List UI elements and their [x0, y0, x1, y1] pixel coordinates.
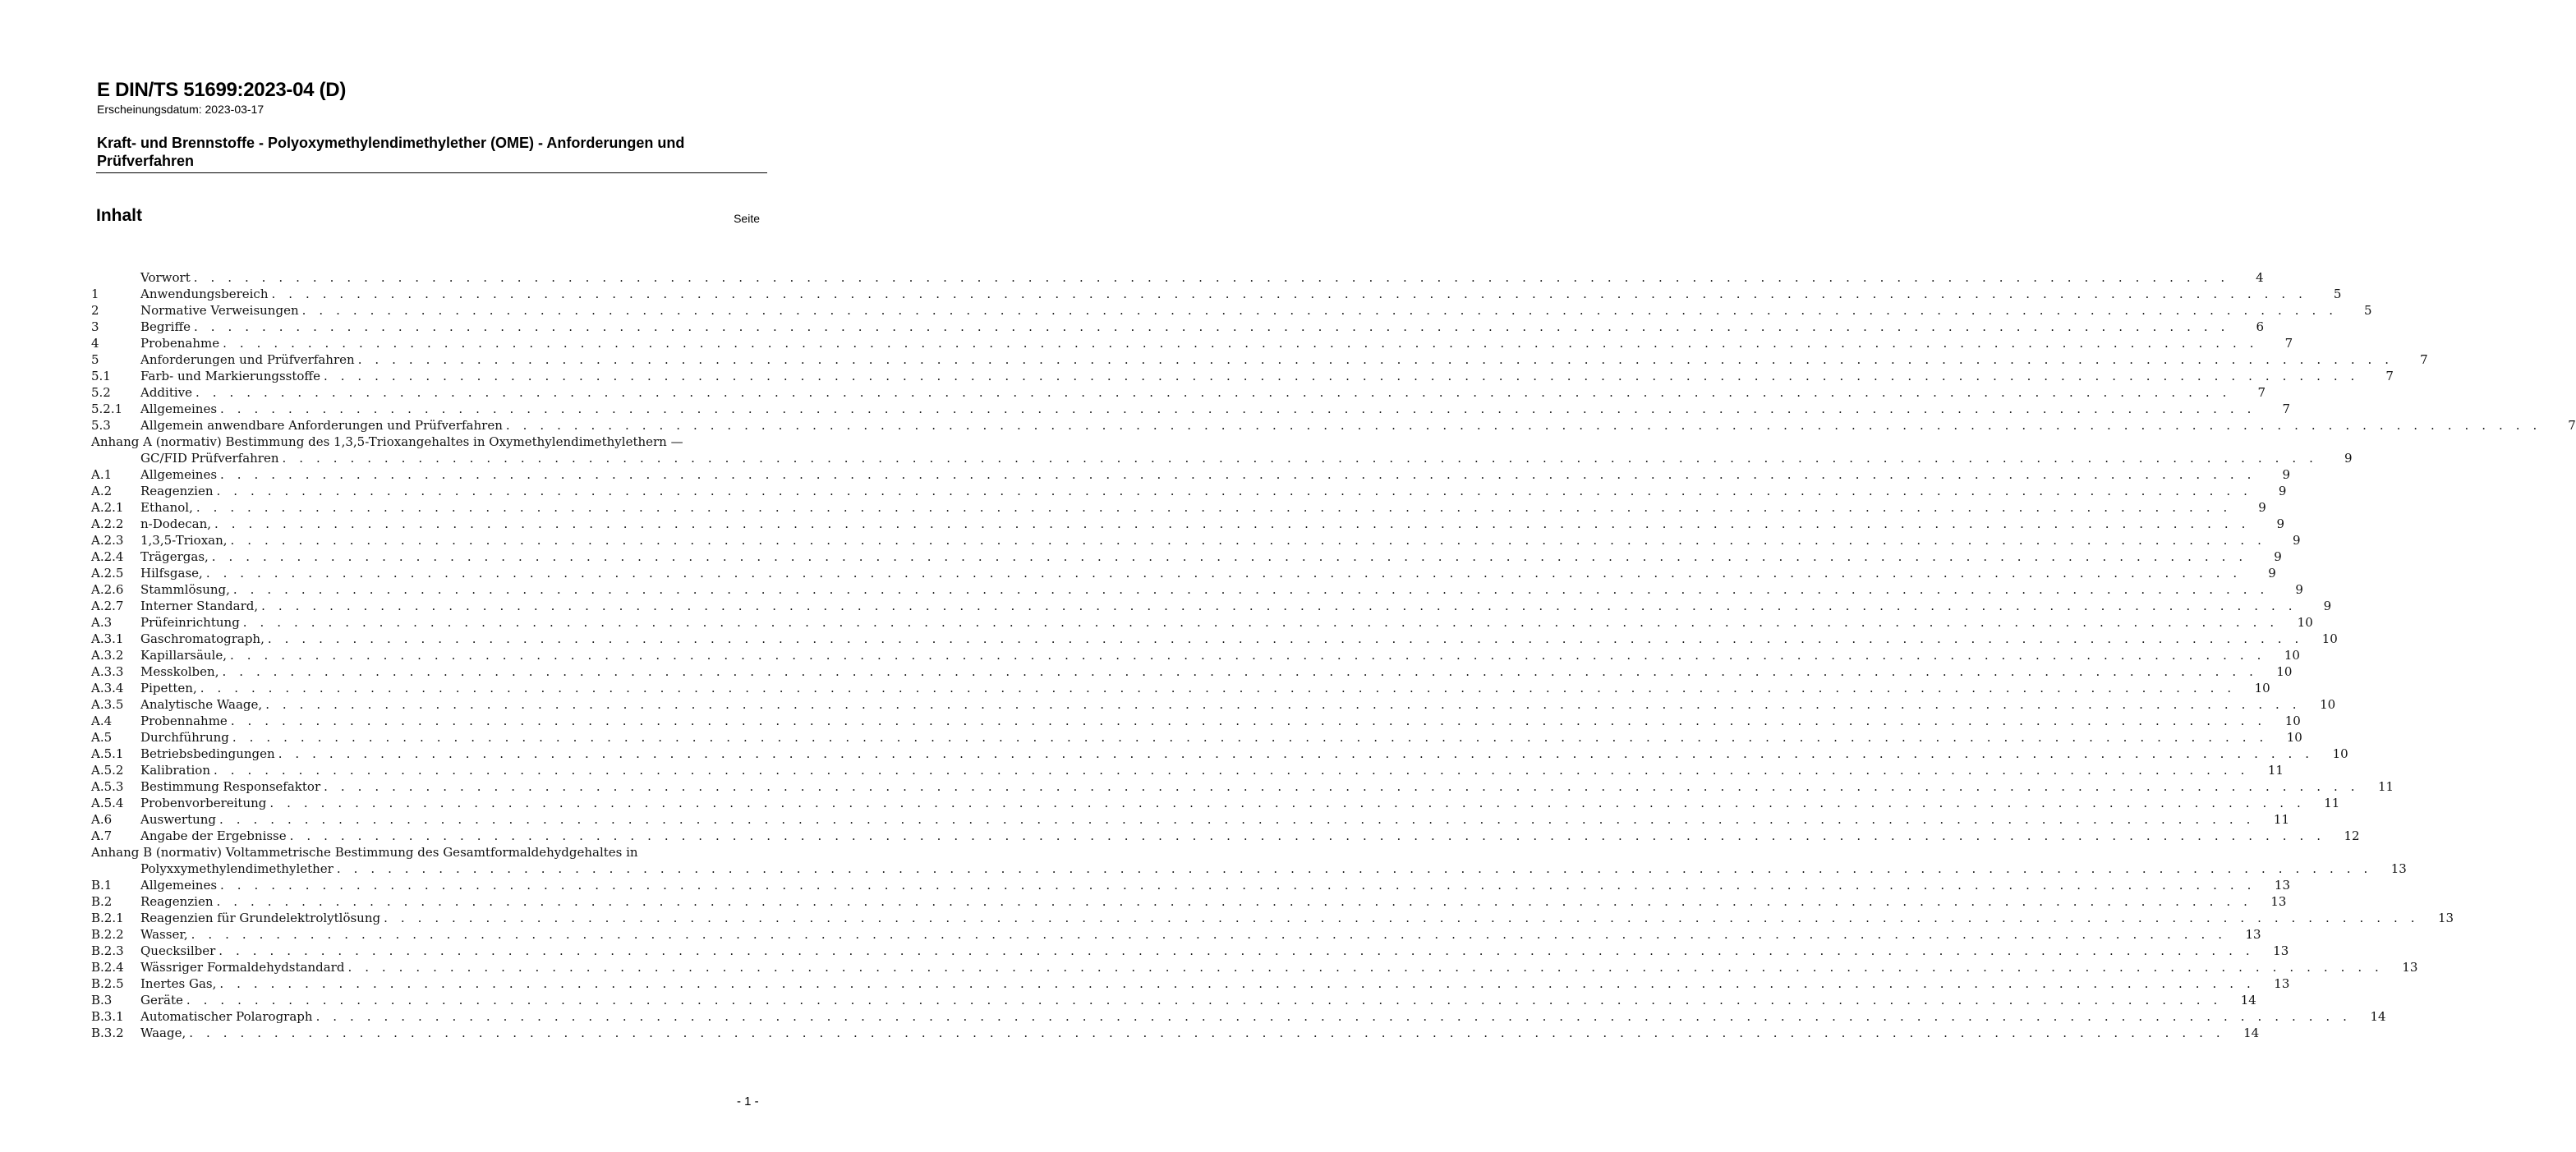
toc-entry-title: Allgemeines	[140, 467, 218, 482]
toc-dot-leader: . . . . . . . . . . . . . . . . . . . . . . . . . . . . . . . . . . . . . . . . . . . . . . . . . . . . . . . . . . . . . . . . . . . . . . . . . . . . . . . . . . . . . . . . . . . . . . . . . . . . . . . . . . . . . . . . . . . . . . . .	[219, 976, 2256, 991]
toc-entry-title: Pipetten,	[140, 681, 197, 695]
toc-entry-title: Bestimmung Responsefaktor	[140, 779, 321, 794]
toc-dot-leader: . . . . . . . . . . . . . . . . . . . . . . . . . . . . . . . . . . . . . . . . . . . . . . . . . . . . . . . . . . . . . . . . . . . . . . . . . . . . . . . . . . . . . . . . . . . . . . . . . . . . . . . . . . . . . . . . . . . . . . . .	[196, 385, 2231, 400]
toc-entry-title: Anwendungsbereich	[140, 287, 269, 301]
toc-entry-number: A.2	[91, 484, 113, 498]
toc-entry-number: A.3.1	[91, 631, 124, 646]
toc-dot-leader: . . . . . . . . . . . . . . . . . . . . . . . . . . . . . . . . . . . . . . . . . . . . . . . . . . . . . . . . . . . . . . . . . . . . . . . . . . . . . . . . . . . . . . . . . . . . . . . . . . . . . . . . . . . . . . . . . . . . . . . .	[220, 878, 2256, 893]
toc-entry-number: A.2.6	[91, 582, 124, 597]
toc-entry-number: A.3.4	[91, 681, 124, 695]
toc-entry[interactable]	[91, 269, 2264, 286]
toc-dot-leader: . . . . . . . . . . . . . . . . . . . . . . . . . . . . . . . . . . . . . . . . . . . . . . . . . . . . . . . . . . . . . . . . . . . . . . . . . . . . . . . . . . . . . . . . . . . . . . . . . . . . . . . . . . . . . . . . . . . . . . . .	[223, 336, 2259, 351]
toc-entry-page: 13	[2437, 911, 2454, 925]
toc-dot-leader: . . . . . . . . . . . . . . . . . . . . . . . . . . . . . . . . . . . . . . . . . . . . . . . . . . . . . . . . . . . . . . . . . . . . . . . . . . . . . . . . . . . . . . . . . . . . . . . . . . . . . . . . . . . . . . . . . . . . . . . .	[213, 763, 2249, 778]
toc-dot-leader: . . . . . . . . . . . . . . . . . . . . . . . . . . . . . . . . . . . . . . . . . . . . . . . . . . . . . . . . . . . . . . . . . . . . . . . . . . . . . . . . . . . . . . . . . . . . . . . . . . . . . . . . . . . . . . . . . . . . . . . .	[216, 894, 2252, 909]
toc-entry-page: 14	[2243, 1026, 2260, 1040]
toc-entry-title: Stammlösung,	[140, 582, 230, 597]
toc-entry-number: 2	[91, 303, 99, 318]
toc-dot-leader: . . . . . . . . . . . . . . . . . . . . . . . . . . . . . . . . . . . . . . . . . . . . . . . . . . . . . . . . . . . . . . . . . . . . . . . . . . . . . . . . . . . . . . . . . . . . . . . . . . . . . . . . . . . . . . . . . . . . . . . .	[505, 418, 2542, 433]
toc-entry-page: 10	[2254, 681, 2270, 695]
toc-entry-number: 3	[91, 319, 99, 334]
toc-entry-title: Automatischer Polarograph	[140, 1009, 313, 1024]
toc-dot-leader: . . . . . . . . . . . . . . . . . . . . . . . . . . . . . . . . . . . . . . . . . . . . . . . . . . . . . . . . . . . . . . . . . . . . . . . . . . . . . . . . . . . . . . . . . . . . . . . . . . . . . . . . . . . . . . . . . . . . . . . .	[282, 451, 2318, 466]
toc-entry-number: 5.3	[91, 418, 111, 433]
toc-entry-number: B.2.5	[91, 976, 124, 991]
toc-entry-page: 9	[2276, 516, 2285, 531]
toc-entry-page: 9	[2282, 467, 2291, 482]
toc-entry-page: 11	[2378, 779, 2394, 794]
toc-entry-title: Anforderungen und Prüfverfahren	[140, 352, 355, 367]
toc-entry-number: A.4	[91, 714, 113, 728]
toc-entry[interactable]	[91, 286, 2342, 302]
toc-entry-page: 13	[2402, 960, 2418, 975]
toc-entry-title: Probennahme	[140, 714, 228, 728]
toc-dot-leader: . . . . . . . . . . . . . . . . . . . . . . . . . . . . . . . . . . . . . . . . . . . . . . . . . . . . . . . . . . . . . . . . . . . . . . . . . . . . . . . . . . . . . . . . . . . . . . . . . . . . . . . . . . . . . . . . . . . . . . . .	[384, 911, 2420, 925]
toc-entry-number: B.2.4	[91, 960, 124, 975]
toc-entry-title: Inertes Gas,	[140, 976, 217, 991]
toc-entry[interactable]	[91, 680, 2270, 696]
toc-entry[interactable]	[91, 696, 2336, 713]
toc-entry[interactable]	[91, 713, 2301, 729]
toc-entry-page: 9	[2344, 451, 2353, 466]
toc-entry[interactable]	[91, 598, 2332, 614]
toc-entry-number: A.3	[91, 615, 113, 630]
toc-entry-title: Allgemeines	[140, 402, 218, 416]
toc-entry[interactable]	[91, 746, 2348, 762]
toc-dot-leader: . . . . . . . . . . . . . . . . . . . . . . . . . . . . . . . . . . . . . . . . . . . . . . . . . . . . . . . . . . . . . . . . . . . . . . . . . . . . . . . . . . . . . . . . . . . . . . . . . . . . . . . . . . . . . . . . . . . . . . . .	[219, 812, 2255, 827]
toc-entry-number: A.2.4	[91, 549, 124, 564]
toc-dot-leader: . . . . . . . . . . . . . . . . . . . . . . . . . . . . . . . . . . . . . . . . . . . . . . . . . . . . . . . . . . . . . . . . . . . . . . . . . . . . . . . . . . . . . . . . . . . . . . . . . . . . . . . . . . . . . . . . . . . . . . . .	[220, 402, 2256, 416]
toc-dot-leader: . . . . . . . . . . . . . . . . . . . . . . . . . . . . . . . . . . . . . . . . . . . . . . . . . . . . . . . . . . . . . . . . . . . . . . . . . . . . . . . . . . . . . . . . . . . . . . . . . . . . . . . . . . . . . . . . . . . . . . . .	[278, 746, 2314, 761]
toc-dot-leader: . . . . . . . . . . . . . . . . . . . . . . . . . . . . . . . . . . . . . . . . . . . . . . . . . . . . . . . . . . . . . . . . . . . . . . . . . . . . . . . . . . . . . . . . . . . . . . . . . . . . . . . . . . . . . . . . . . . . . . . .	[324, 779, 2360, 794]
toc-dot-leader: . . . . . . . . . . . . . . . . . . . . . . . . . . . . . . . . . . . . . . . . . . . . . . . . . . . . . . . . . . . . . . . . . . . . . . . . . . . . . . . . . . . . . . . . . . . . . . . . . . . . . . . . . . . . . . . . . . . . . . . .	[186, 993, 2222, 1007]
toc-entry-title: Waage,	[140, 1026, 186, 1040]
toc-entry-title: Kalibration	[140, 763, 210, 778]
toc-entry-page: 14	[2370, 1009, 2386, 1024]
toc-entry-number: B.2.3	[91, 943, 124, 958]
toc-entry-page: 9	[2274, 549, 2282, 564]
toc-entry-page: 9	[2295, 582, 2303, 597]
toc-entry-number: A.2.3	[91, 533, 124, 548]
toc-entry-title: Gaschromatograph,	[140, 631, 264, 646]
toc-entry-title: Farb- und Markierungsstoffe	[140, 369, 320, 383]
toc-entry-title: Normative Verweisungen	[140, 303, 299, 318]
toc-entry[interactable]	[91, 975, 2290, 992]
toc-entry[interactable]	[91, 893, 2287, 910]
toc-entry-page: 11	[2267, 763, 2284, 778]
toc-entry[interactable]	[91, 565, 2276, 581]
toc-entry[interactable]	[91, 959, 2418, 975]
toc-entry-page: 9	[2258, 500, 2266, 515]
toc-entry[interactable]	[91, 384, 2266, 401]
title-divider	[96, 172, 767, 173]
toc-entry-title: Auswertung	[140, 812, 217, 827]
toc-entry-title: Analytische Waage,	[140, 697, 263, 712]
toc-entry-page: 13	[2390, 861, 2407, 876]
toc-entry-page: 5	[2364, 303, 2372, 318]
toc-entry[interactable]	[91, 532, 2301, 548]
toc-entry-title: Anhang B (normativ) Voltammetrische Bestimmung des Gesamtformaldehydgehaltes in	[91, 845, 638, 860]
toc-dot-leader: . . . . . . . . . . . . . . . . . . . . . . . . . . . . . . . . . . . . . . . . . . . . . . . . . . . . . . . . . . . . . . . . . . . . . . . . . . . . . . . . . . . . . . . . . . . . . . . . . . . . . . . . . . . . . . . . . . . . . . . .	[189, 1026, 2225, 1040]
toc-entry[interactable]	[91, 581, 2303, 598]
page-number: - 1 -	[737, 1095, 759, 1108]
toc-entry-number: A.3.5	[91, 697, 124, 712]
toc-entry-title: n-Dodecan,	[140, 516, 212, 531]
toc-dot-leader: . . . . . . . . . . . . . . . . . . . . . . . . . . . . . . . . . . . . . . . . . . . . . . . . . . . . . . . . . . . . . . . . . . . . . . . . . . . . . . . . . . . . . . . . . . . . . . . . . . . . . . . . . . . . . . . . . . . . . . . .	[230, 648, 2266, 663]
toc-entry-page: 7	[2385, 369, 2394, 383]
toc-dot-leader: . . . . . . . . . . . . . . . . . . . . . . . . . . . . . . . . . . . . . . . . . . . . . . . . . . . . . . . . . . . . . . . . . . . . . . . . . . . . . . . . . . . . . . . . . . . . . . . . . . . . . . . . . . . . . . . . . . . . . . . .	[230, 533, 2266, 548]
toc-entry-title: Vorwort	[140, 270, 191, 285]
toc-entry-number: A.2.1	[91, 500, 124, 515]
toc-entry-title: Probenahme	[140, 336, 220, 351]
toc-entry-title: Wässriger Formaldehydstandard	[140, 960, 345, 975]
publication-date: Erscheinungsdatum: 2023-03-17	[97, 103, 264, 116]
toc-entry-title: Allgemeines	[140, 878, 218, 893]
toc-entry-page: 11	[2273, 812, 2289, 827]
toc-dot-leader: . . . . . . . . . . . . . . . . . . . . . . . . . . . . . . . . . . . . . . . . . . . . . . . . . . . . . . . . . . . . . . . . . . . . . . . . . . . . . . . . . . . . . . . . . . . . . . . . . . . . . . . . . . . . . . . . . . . . . . . .	[194, 319, 2229, 334]
toc-entry-number: A.5.3	[91, 779, 124, 794]
toc-entry[interactable]	[91, 483, 2287, 499]
toc-entry-number: B.1	[91, 878, 113, 893]
toc-entry-title: Reagenzien	[140, 484, 214, 498]
toc-dot-leader: . . . . . . . . . . . . . . . . . . . . . . . . . . . . . . . . . . . . . . . . . . . . . . . . . . . . . . . . . . . . . . . . . . . . . . . . . . . . . . . . . . . . . . . . . . . . . . . . . . . . . . . . . . . . . . . . . . . . . . . .	[269, 796, 2306, 810]
toc-entry-number: 5.2.1	[91, 402, 123, 416]
toc-entry-number: A.6	[91, 812, 113, 827]
toc-dot-leader: . . . . . . . . . . . . . . . . . . . . . . . . . . . . . . . . . . . . . . . . . . . . . . . . . . . . . . . . . . . . . . . . . . . . . . . . . . . . . . . . . . . . . . . . . . . . . . . . . . . . . . . . . . . . . . . . . . . . . . . .	[211, 549, 2247, 564]
toc-entry[interactable]	[91, 943, 2289, 959]
toc-entry-number: B.3.1	[91, 1009, 124, 1024]
toc-entry-title: Hilfsgase,	[140, 566, 203, 581]
toc-dot-leader: . . . . . . . . . . . . . . . . . . . . . . . . . . . . . . . . . . . . . . . . . . . . . . . . . . . . . . . . . . . . . . . . . . . . . . . . . . . . . . . . . . . . . . . . . . . . . . . . . . . . . . . . . . . . . . . . . . . . . . . .	[196, 500, 2232, 515]
toc-entry-title: Polyxxymethylendimethylether	[140, 861, 334, 876]
toc-entry-page: 7	[2257, 385, 2266, 400]
toc-entry-number: A.5.1	[91, 746, 124, 761]
toc-dot-leader: . . . . . . . . . . . . . . . . . . . . . . . . . . . . . . . . . . . . . . . . . . . . . . . . . . . . . . . . . . . . . . . . . . . . . . . . . . . . . . . . . . . . . . . . . . . . . . . . . . . . . . . . . . . . . . . . . . . . . . . .	[230, 714, 2266, 728]
toc-entry-title: Anhang A (normativ) Bestimmung des 1,3,5-Trioxangehaltes in Oxymethylendimethylethern —	[91, 434, 683, 449]
toc-entry-page: 13	[2274, 976, 2290, 991]
toc-entry-title: Reagenzien	[140, 894, 214, 909]
toc-entry-page: 10	[2276, 664, 2293, 679]
toc-entry-page: 13	[2274, 878, 2291, 893]
toc-entry[interactable]	[91, 910, 2454, 926]
toc-dot-leader: . . . . . . . . . . . . . . . . . . . . . . . . . . . . . . . . . . . . . . . . . . . . . . . . . . . . . . . . . . . . . . . . . . . . . . . . . . . . . . . . . . . . . . . . . . . . . . . . . . . . . . . . . . . . . . . . . . . . . . . .	[222, 664, 2258, 679]
toc-entry[interactable]	[91, 417, 2576, 434]
toc-entry[interactable]	[91, 335, 2293, 351]
toc-entry[interactable]	[91, 729, 2302, 746]
toc-entry[interactable]	[91, 631, 2338, 647]
toc-entry-number: A.5	[91, 730, 113, 745]
toc-entry-page: 10	[2332, 746, 2348, 761]
toc-dot-leader: . . . . . . . . . . . . . . . . . . . . . . . . . . . . . . . . . . . . . . . . . . . . . . . . . . . . . . . . . . . . . . . . . . . . . . . . . . . . . . . . . . . . . . . . . . . . . . . . . . . . . . . . . . . . . . . . . . . . . . . .	[214, 516, 2251, 531]
toc-entry-title: Trägergas,	[140, 549, 209, 564]
document-id: E DIN/TS 51699:2023-04 (D)	[97, 79, 347, 101]
toc-entry[interactable]	[91, 778, 2394, 795]
toc-dot-leader: . . . . . . . . . . . . . . . . . . . . . . . . . . . . . . . . . . . . . . . . . . . . . . . . . . . . . . . . . . . . . . . . . . . . . . . . . . . . . . . . . . . . . . . . . . . . . . . . . . . . . . . . . . . . . . . . . . . . . . . .	[191, 927, 2227, 942]
toc-entry-title: Geräte	[140, 993, 183, 1007]
toc-entry-title: Reagenzien für Grundelektrolytlösung	[140, 911, 381, 925]
toc-entry-page: 9	[2268, 566, 2276, 581]
toc-dot-leader: . . . . . . . . . . . . . . . . . . . . . . . . . . . . . . . . . . . . . . . . . . . . . . . . . . . . . . . . . . . . . . . . . . . . . . . . . . . . . . . . . . . . . . . . . . . . . . . . . . . . . . . . . . . . . . . . . . . . . . . .	[205, 566, 2242, 581]
toc-dot-leader: . . . . . . . . . . . . . . . . . . . . . . . . . . . . . . . . . . . . . . . . . . . . . . . . . . . . . . . . . . . . . . . . . . . . . . . . . . . . . . . . . . . . . . . . . . . . . . . . . . . . . . . . . . . . . . . . . . . . . . . .	[336, 861, 2372, 876]
toc-entry-number: A.5.2	[91, 763, 124, 778]
toc-entry[interactable]	[91, 1025, 2260, 1041]
toc-entry[interactable]	[91, 368, 2394, 384]
toc-entry[interactable]	[91, 926, 2261, 943]
toc-entry[interactable]	[91, 450, 2353, 466]
toc-entry-number: A.5.4	[91, 796, 124, 810]
toc-entry-title: Angabe der Ergebnisse	[140, 828, 287, 843]
toc-entry[interactable]	[91, 647, 2300, 663]
toc-dot-leader: . . . . . . . . . . . . . . . . . . . . . . . . . . . . . . . . . . . . . . . . . . . . . . . . . . . . . . . . . . . . . . . . . . . . . . . . . . . . . . . . . . . . . . . . . . . . . . . . . . . . . . . . . . . . . . . . . . . . . . . .	[232, 730, 2268, 745]
toc-entry-page: 12	[2344, 828, 2360, 843]
toc-entry-page: 9	[2323, 599, 2332, 613]
toc-entry-title: Quecksilber	[140, 943, 216, 958]
toc-entry-title: 1,3,5-Trioxan,	[140, 533, 228, 548]
toc-dot-leader: . . . . . . . . . . . . . . . . . . . . . . . . . . . . . . . . . . . . . . . . . . . . . . . . . . . . . . . . . . . . . . . . . . . . . . . . . . . . . . . . . . . . . . . . . . . . . . . . . . . . . . . . . . . . . . . . . . . . . . . .	[357, 352, 2394, 367]
toc-entry-title: Allgemein anwendbare Anforderungen und Prüfverfahren	[140, 418, 503, 433]
toc-entry[interactable]	[91, 516, 2285, 532]
toc-entry-page: 10	[2321, 631, 2338, 646]
toc-entry[interactable]	[91, 548, 2282, 565]
toc-entry-page: 7	[2420, 352, 2428, 367]
toc-entry-page: 10	[2297, 615, 2313, 630]
toc-entry-number: A.7	[91, 828, 113, 843]
toc-entry[interactable]	[91, 351, 2428, 368]
toc-dot-leader: . . . . . . . . . . . . . . . . . . . . . . . . . . . . . . . . . . . . . . . . . . . . . . . . . . . . . . . . . . . . . . . . . . . . . . . . . . . . . . . . . . . . . . . . . . . . . . . . . . . . . . . . . . . . . . . . . . . . . . . .	[265, 697, 2302, 712]
toc-entry-title: Prüfeinrichtung	[140, 615, 240, 630]
toc-dot-leader: . . . . . . . . . . . . . . . . . . . . . . . . . . . . . . . . . . . . . . . . . . . . . . . . . . . . . . . . . . . . . . . . . . . . . . . . . . . . . . . . . . . . . . . . . . . . . . . . . . . . . . . . . . . . . . . . . . . . . . . .	[271, 287, 2307, 301]
toc-entry-page: 10	[2284, 648, 2300, 663]
toc-entry-page: 13	[2270, 894, 2287, 909]
toc-entry-number: A.3.3	[91, 664, 124, 679]
toc-dot-leader: . . . . . . . . . . . . . . . . . . . . . . . . . . . . . . . . . . . . . . . . . . . . . . . . . . . . . . . . . . . . . . . . . . . . . . . . . . . . . . . . . . . . . . . . . . . . . . . . . . . . . . . . . . . . . . . . . . . . . . . .	[267, 631, 2303, 646]
toc-entry-title: GC/FID Prüfverfahren	[140, 451, 279, 466]
toc-entry[interactable]	[91, 302, 2372, 319]
toc-entry-page: 9	[2278, 484, 2287, 498]
toc-entry-number: B.2.2	[91, 927, 124, 942]
toc-entry-page: 4	[2256, 270, 2264, 285]
toc-entry-number: 5	[91, 352, 99, 367]
toc-entry-page: 10	[2286, 730, 2302, 745]
toc-entry[interactable]	[91, 992, 2256, 1008]
toc-dot-leader: . . . . . . . . . . . . . . . . . . . . . . . . . . . . . . . . . . . . . . . . . . . . . . . . . . . . . . . . . . . . . . . . . . . . . . . . . . . . . . . . . . . . . . . . . . . . . . . . . . . . . . . . . . . . . . . . . . . . . . . .	[242, 615, 2279, 630]
toc-dot-leader: . . . . . . . . . . . . . . . . . . . . . . . . . . . . . . . . . . . . . . . . . . . . . . . . . . . . . . . . . . . . . . . . . . . . . . . . . . . . . . . . . . . . . . . . . . . . . . . . . . . . . . . . . . . . . . . . . . . . . . . .	[193, 270, 2229, 285]
toc-entry-page: 9	[2292, 533, 2301, 548]
toc-entry-page: 13	[2273, 943, 2289, 958]
toc-entry-number: 5.2	[91, 385, 111, 400]
toc-entry-title: Messkolben,	[140, 664, 219, 679]
toc-entry-title: Interner Standard,	[140, 599, 259, 613]
toc-entry-title: Additive	[140, 385, 193, 400]
toc-entry-page: 10	[2284, 714, 2301, 728]
toc-entry[interactable]	[91, 1008, 2386, 1025]
toc-entry-title: Durchführung	[140, 730, 229, 745]
toc-dot-leader: . . . . . . . . . . . . . . . . . . . . . . . . . . . . . . . . . . . . . . . . . . . . . . . . . . . . . . . . . . . . . . . . . . . . . . . . . . . . . . . . . . . . . . . . . . . . . . . . . . . . . . . . . . . . . . . . . . . . . . . .	[301, 303, 2338, 318]
toc-entry[interactable]	[91, 466, 2291, 483]
toc-entry[interactable]	[91, 663, 2293, 680]
toc-entry-page: 7	[2282, 402, 2291, 416]
toc-entry[interactable]	[91, 499, 2266, 516]
toc-entry-number: 5.1	[91, 369, 111, 383]
toc-entry-page: 5	[2333, 287, 2342, 301]
toc-entry-title: Probenvorbereitung	[140, 796, 267, 810]
toc-dot-leader: . . . . . . . . . . . . . . . . . . . . . . . . . . . . . . . . . . . . . . . . . . . . . . . . . . . . . . . . . . . . . . . . . . . . . . . . . . . . . . . . . . . . . . . . . . . . . . . . . . . . . . . . . . . . . . . . . . . . . . . .	[315, 1009, 2352, 1024]
toc-entry-number: A.3.2	[91, 648, 124, 663]
toc-dot-leader: . . . . . . . . . . . . . . . . . . . . . . . . . . . . . . . . . . . . . . . . . . . . . . . . . . . . . . . . . . . . . . . . . . . . . . . . . . . . . . . . . . . . . . . . . . . . . . . . . . . . . . . . . . . . . . . . . . . . . . . .	[220, 467, 2256, 482]
toc-entry[interactable]	[91, 811, 2289, 828]
toc-entry[interactable]	[91, 877, 2291, 893]
toc-entry-number: B.2.1	[91, 911, 124, 925]
toc-entry-number: B.2	[91, 894, 113, 909]
toc-entry[interactable]	[91, 861, 2407, 877]
toc-entry-title: Wasser,	[140, 927, 188, 942]
toc-entry-page: 7	[2568, 418, 2576, 433]
toc-entry-title: Ethanol,	[140, 500, 193, 515]
toc-entry-number: A.2.5	[91, 566, 124, 581]
toc-entry-page: 11	[2324, 796, 2340, 810]
toc-dot-leader: . . . . . . . . . . . . . . . . . . . . . . . . . . . . . . . . . . . . . . . . . . . . . . . . . . . . . . . . . . . . . . . . . . . . . . . . . . . . . . . . . . . . . . . . . . . . . . . . . . . . . . . . . . . . . . . . . . . . . . . .	[289, 828, 2325, 843]
toc-entry-page: 13	[2245, 927, 2261, 942]
toc-entry-page: 14	[2240, 993, 2256, 1007]
toc-entry-number: A.2.7	[91, 599, 124, 613]
toc-entry-number: A.1	[91, 467, 113, 482]
toc-entry[interactable]	[91, 795, 2340, 811]
toc-entry-page: 6	[2256, 319, 2264, 334]
toc-entry-title: Kapillarsäule,	[140, 648, 227, 663]
toc-dot-leader: . . . . . . . . . . . . . . . . . . . . . . . . . . . . . . . . . . . . . . . . . . . . . . . . . . . . . . . . . . . . . . . . . . . . . . . . . . . . . . . . . . . . . . . . . . . . . . . . . . . . . . . . . . . . . . . . . . . . . . . .	[216, 484, 2252, 498]
toc-dot-leader: . . . . . . . . . . . . . . . . . . . . . . . . . . . . . . . . . . . . . . . . . . . . . . . . . . . . . . . . . . . . . . . . . . . . . . . . . . . . . . . . . . . . . . . . . . . . . . . . . . . . . . . . . . . . . . . . . . . . . . . .	[323, 369, 2359, 383]
toc-entry[interactable]	[91, 614, 2313, 631]
toc-entry-page: 7	[2284, 336, 2293, 351]
toc-entry[interactable]	[91, 762, 2284, 778]
toc-entry-number: A.2.2	[91, 516, 124, 531]
toc-entry[interactable]	[91, 401, 2291, 417]
toc-dot-leader: . . . . . . . . . . . . . . . . . . . . . . . . . . . . . . . . . . . . . . . . . . . . . . . . . . . . . . . . . . . . . . . . . . . . . . . . . . . . . . . . . . . . . . . . . . . . . . . . . . . . . . . . . . . . . . . . . . . . . . . .	[347, 960, 2384, 975]
toc-entry[interactable]	[91, 434, 758, 450]
toc-dot-leader: . . . . . . . . . . . . . . . . . . . . . . . . . . . . . . . . . . . . . . . . . . . . . . . . . . . . . . . . . . . . . . . . . . . . . . . . . . . . . . . . . . . . . . . . . . . . . . . . . . . . . . . . . . . . . . . . . . . . . . . .	[261, 599, 2298, 613]
document-title: Kraft- und Brennstoffe - Polyoxymethylendimethylether (OME) - Anforderungen und Prüfverfahren	[97, 135, 685, 169]
toc-dot-leader: . . . . . . . . . . . . . . . . . . . . . . . . . . . . . . . . . . . . . . . . . . . . . . . . . . . . . . . . . . . . . . . . . . . . . . . . . . . . . . . . . . . . . . . . . . . . . . . . . . . . . . . . . . . . . . . . . . . . . . . .	[218, 943, 2255, 958]
toc-dot-leader: . . . . . . . . . . . . . . . . . . . . . . . . . . . . . . . . . . . . . . . . . . . . . . . . . . . . . . . . . . . . . . . . . . . . . . . . . . . . . . . . . . . . . . . . . . . . . . . . . . . . . . . . . . . . . . . . . . . . . . . .	[232, 582, 2269, 597]
toc-entry-page: 10	[2320, 697, 2336, 712]
toc-entry-number: B.3.2	[91, 1026, 124, 1040]
toc-entry[interactable]	[91, 319, 2264, 335]
toc-entry-title: Betriebsbedingungen	[140, 746, 275, 761]
page-column-label: Seite	[734, 212, 760, 225]
contents-heading: Inhalt	[96, 206, 142, 225]
toc-entry-number: 1	[91, 287, 99, 301]
toc-entry[interactable]	[91, 828, 2360, 844]
toc-dot-leader: . . . . . . . . . . . . . . . . . . . . . . . . . . . . . . . . . . . . . . . . . . . . . . . . . . . . . . . . . . . . . . . . . . . . . . . . . . . . . . . . . . . . . . . . . . . . . . . . . . . . . . . . . . . . . . . . . . . . . . . .	[200, 681, 2236, 695]
table-of-contents	[91, 269, 2576, 1041]
toc-entry-number: 4	[91, 336, 99, 351]
toc-entry-number: B.3	[91, 993, 113, 1007]
toc-entry-title: Begriffe	[140, 319, 191, 334]
toc-entry[interactable]	[91, 844, 758, 861]
